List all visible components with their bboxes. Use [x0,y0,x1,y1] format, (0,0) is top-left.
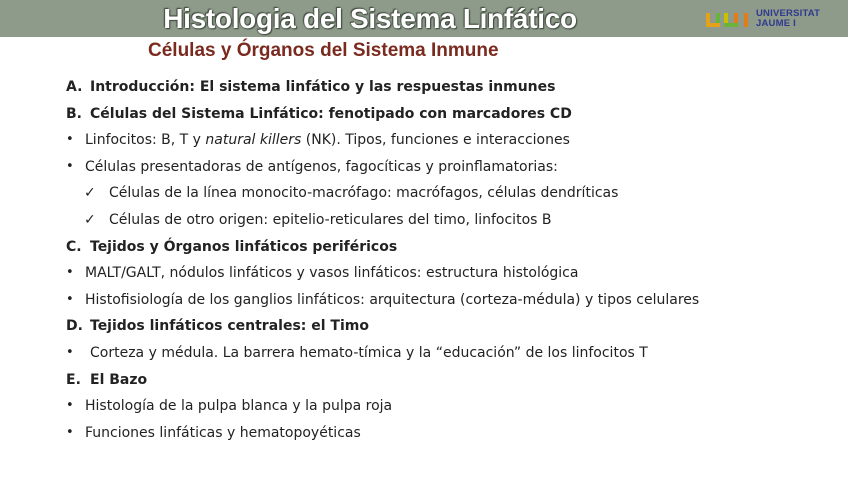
section-a [66,74,836,101]
bullet-icon: • [66,158,74,174]
section-e [66,367,836,394]
outline-list [66,74,836,446]
sub-list-item [66,180,836,207]
section-c [66,234,836,261]
checkmark-icon: ✓ [84,211,96,228]
item-text: Corteza y médula. La barrera hemato-tímica y la “educación” de los linfocitos T [90,344,648,361]
list-item [66,393,836,420]
logo-line2: JAUME I [756,18,796,29]
section-title: Tejidos linfáticos centrales: el Timo [90,318,369,335]
item-text: Células de la línea monocito-macrófago: macrófagos, células dendríticas [109,185,619,202]
section-title: Células del Sistema Linfático: fenotipado con marcadores CD [90,105,572,122]
section-title: El Bazo [90,371,148,388]
bullet-icon: • [66,132,74,148]
item-text: Histología de la pulpa blanca y la pulpa roja [85,398,393,415]
bullet-icon: • [66,398,74,414]
list-item [66,154,836,181]
list-item [66,260,836,287]
logo-line1: UNIVERSITAT [756,8,821,19]
slide-title: Histologia del Sistema Linfático [163,3,577,34]
university-logo [706,7,841,33]
item-italic: natural killers [205,132,302,149]
item-text: Histofisiología de los ganglios linfáticos: arquitectura (corteza-médula) y tipos celulares [85,291,700,308]
section-d [66,313,836,340]
item-text: Células presentadoras de antígenos, fagocíticas y proinflamatorias: [85,158,558,175]
sub-list-item [66,207,836,234]
section-title: Tejidos y Órganos linfáticos periféricos [90,238,398,255]
section-marker: C. [66,238,82,255]
bullet-icon: • [66,291,74,307]
item-text: Linfocitos: B, T y natural killers (NK). Tipos, funciones e interacciones [85,132,570,149]
section-marker: D. [66,318,83,335]
section-marker: B. [66,105,82,122]
bullet-icon: • [66,424,74,440]
bullet-icon: • [66,265,74,281]
item-text: MALT/GALT, nódulos linfáticos y vasos linfáticos: estructura histológica [85,265,579,282]
section-marker: E. [66,371,81,388]
section-title: Introducción: El sistema linfático y las respuestas inmunes [90,79,556,95]
slide-subtitle: Células y Órganos del Sistema Inmune [148,40,499,61]
uji-logo-icon [706,9,752,31]
list-item [66,127,836,154]
bullet-icon: • [66,344,74,360]
section-marker: A. [66,79,83,95]
checkmark-icon: ✓ [84,185,96,202]
list-item [66,340,836,367]
item-text: Funciones linfáticas y hematopoyéticas [85,424,361,441]
list-item [66,420,836,447]
section-b [66,101,836,128]
university-name [756,9,820,29]
list-item [66,287,836,314]
item-text: Células de otro origen: epitelio-reticulares del timo, linfocitos B [109,211,552,228]
